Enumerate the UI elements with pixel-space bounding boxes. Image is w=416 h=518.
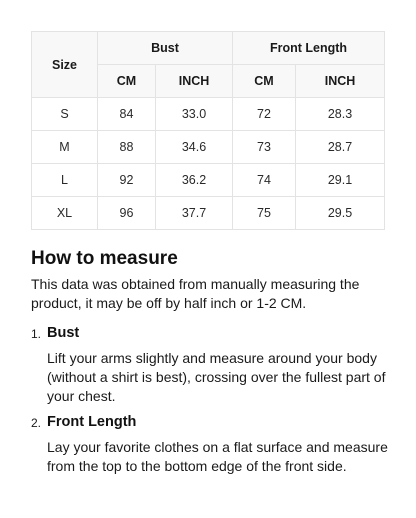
bust-cm-cell: 92 — [98, 164, 156, 197]
length-cm-cell: 72 — [233, 98, 296, 131]
bust-inch-cell: 36.2 — [156, 164, 233, 197]
step-description: Lay your favorite clothes on a flat surface and measure from the top to the bottom edge of the front side. — [47, 439, 388, 474]
measure-step-bust — [31, 323, 393, 406]
size-cell: M — [32, 131, 98, 164]
table-row — [32, 164, 385, 197]
length-cm-cell: 75 — [233, 197, 296, 230]
table-row — [32, 197, 385, 230]
how-to-measure-heading: How to measure — [31, 248, 178, 269]
size-cell: S — [32, 98, 98, 131]
length-inch-header: INCH — [296, 65, 385, 98]
bust-cm-cell: 96 — [98, 197, 156, 230]
bust-inch-cell: 37.7 — [156, 197, 233, 230]
step-number: 2. — [31, 416, 42, 430]
measure-step-front-length — [31, 412, 393, 476]
how-to-measure-section — [31, 246, 393, 482]
length-cm-header: CM — [233, 65, 296, 98]
size-chart-table — [31, 31, 385, 230]
table-row — [32, 98, 385, 131]
bust-inch-cell: 34.6 — [156, 131, 233, 164]
length-inch-cell: 28.7 — [296, 131, 385, 164]
length-cm-cell: 74 — [233, 164, 296, 197]
length-cm-cell: 73 — [233, 131, 296, 164]
bust-cm-cell: 84 — [98, 98, 156, 131]
bust-cm-cell: 88 — [98, 131, 156, 164]
front-length-group-header: Front Length — [233, 32, 385, 65]
size-cell: L — [32, 164, 98, 197]
table-row — [32, 131, 385, 164]
step-number: 1. — [31, 327, 42, 341]
how-to-measure-intro: This data was obtained from manually measuring the product, it may be off by half inch or 1-2 CM. — [31, 276, 360, 311]
length-inch-cell: 29.5 — [296, 197, 385, 230]
table-header-row — [32, 32, 385, 65]
step-title: Bust — [47, 325, 80, 341]
size-column-header: Size — [32, 32, 98, 98]
step-title: Front Length — [47, 414, 137, 430]
step-description: Lift your arms slightly and measure around your body (without a shirt is best), crossing over the fullest part of your chest. — [47, 350, 386, 404]
bust-inch-header: INCH — [156, 65, 233, 98]
bust-inch-cell: 33.0 — [156, 98, 233, 131]
length-inch-cell: 28.3 — [296, 98, 385, 131]
size-cell: XL — [32, 197, 98, 230]
bust-group-header: Bust — [98, 32, 233, 65]
bust-cm-header: CM — [98, 65, 156, 98]
length-inch-cell: 29.1 — [296, 164, 385, 197]
measure-steps-list — [31, 323, 393, 476]
